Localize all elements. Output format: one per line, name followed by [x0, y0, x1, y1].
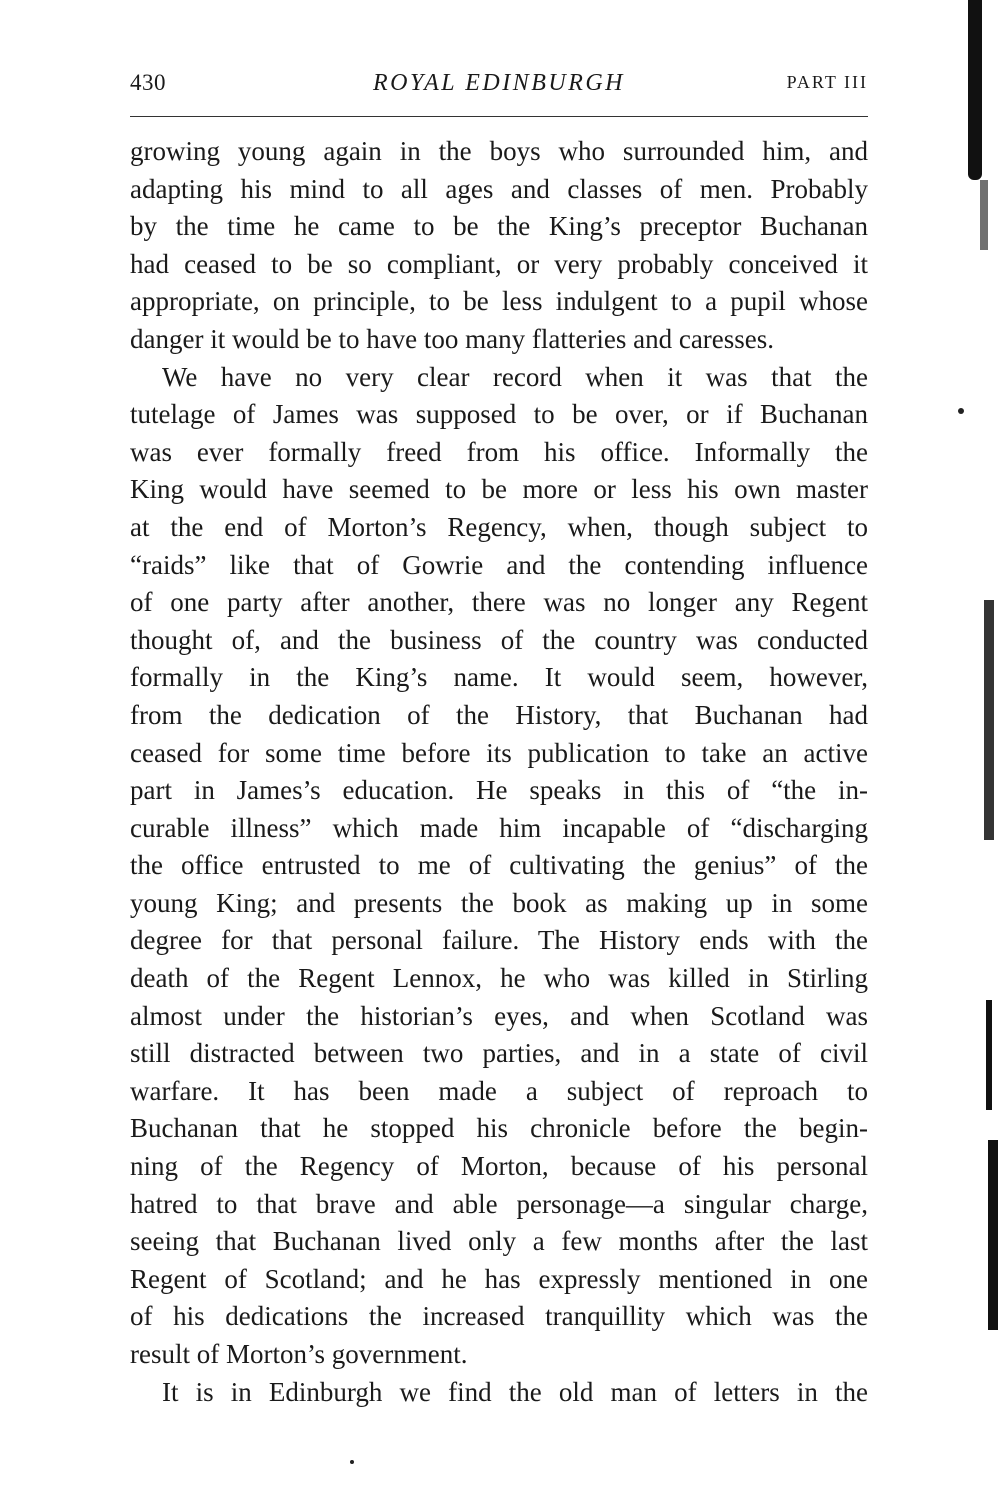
body-text: [130, 133, 868, 1411]
text-line: from the dedication of the History, that Buchanan had: [130, 699, 868, 730]
text-line: degree for that personal failure. The History ends with the: [130, 925, 868, 956]
scan-edge-shadow: [986, 1000, 992, 1110]
text-line: hatred to that brave and able personage—a singular charge,: [130, 1188, 868, 1219]
page-number: 430: [130, 70, 166, 95]
text-line: almost under the historian’s eyes, and when Scotland was: [130, 1000, 868, 1031]
scan-edge-shadow: [980, 180, 988, 250]
part-label: PART III: [786, 72, 868, 92]
text-line: by the time he came to be the King’s preceptor Buchanan: [130, 211, 868, 242]
header-rule: [130, 116, 868, 117]
paragraph-start-line: We have no very clear record when it was that the: [162, 361, 868, 392]
text-line: was ever formally freed from his office. Informally the: [130, 436, 868, 467]
text-line: Buchanan that he stopped his chronicle before the begin-: [130, 1113, 868, 1144]
paragraph-start-line: It is in Edinburgh we find the old man of letters in the: [162, 1376, 868, 1407]
text-line: had ceased to be so compliant, or very probably conceived it: [130, 248, 868, 279]
text-line: ning of the Regency of Morton, because of his personal: [130, 1151, 868, 1182]
text-line: appropriate, on principle, to be less indulgent to a pupil whose: [130, 286, 868, 317]
text-line: part in James’s education. He speaks in this of “the in-: [130, 775, 868, 806]
text-line: ceased for some time before its publication to take an active: [130, 737, 868, 768]
text-line: adapting his mind to all ages and classes of men. Probably: [130, 173, 868, 204]
text-line: growing young again in the boys who surrounded him, and: [130, 136, 868, 166]
text-line: King would have seemed to be more or less his own master: [130, 474, 868, 505]
scan-speck: [958, 408, 964, 414]
text-line: curable illness” which made him incapable of “discharging: [130, 812, 868, 843]
scan-speck: [350, 1460, 354, 1464]
text-line: at the end of Morton’s Regency, when, though subject to: [130, 511, 868, 542]
text-line: still distracted between two parties, and in a state of civil: [130, 1038, 868, 1069]
text-line: thought of, and the business of the country was conducted: [130, 624, 868, 655]
running-header: [130, 70, 868, 104]
text-line: formally in the King’s name. It would seem, however,: [130, 662, 868, 693]
scan-edge-shadow: [968, 0, 982, 180]
text-line: of his dedications the increased tranquillity which was the: [130, 1301, 868, 1332]
text-line: tutelage of James was supposed to be over, or if Buchanan: [130, 399, 868, 430]
text-line: warfare. It has been made a subject of reproach to: [130, 1075, 868, 1106]
scan-edge-shadow: [988, 1140, 998, 1330]
text-line: danger it would be to have too many flatteries and caresses.: [130, 323, 775, 354]
running-title: ROYAL EDINBURGH: [372, 70, 626, 96]
text-line: “raids” like that of Gowrie and the contending influence: [130, 549, 868, 580]
text-line: of one party after another, there was no longer any Regent: [130, 587, 868, 618]
scan-edge-shadow: [984, 600, 994, 840]
text-line: young King; and presents the book as making up in some: [130, 887, 868, 918]
text-line: result of Morton’s government.: [130, 1339, 468, 1369]
text-line: Regent of Scotland; and he has expressly mentioned in one: [130, 1263, 868, 1294]
text-line: the office entrusted to me of cultivating the genius” of the: [130, 850, 868, 881]
text-line: death of the Regent Lennox, he who was killed in Stirling: [130, 963, 868, 994]
text-line: seeing that Buchanan lived only a few months after the last: [130, 1226, 868, 1257]
